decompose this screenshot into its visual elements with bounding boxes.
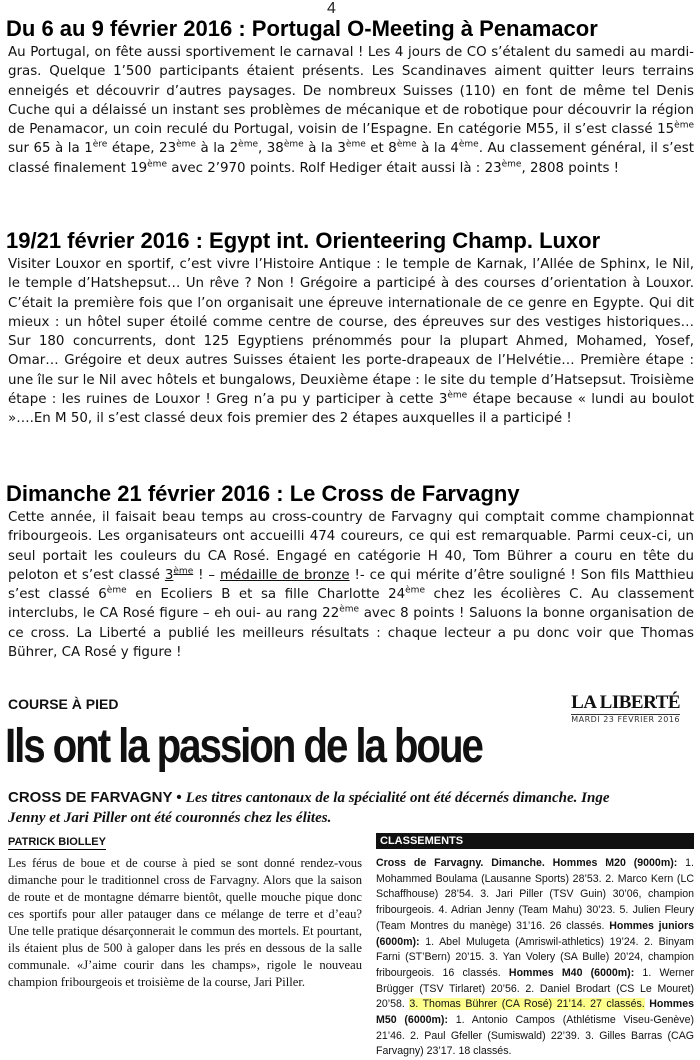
highlighted-result: 3. Thomas Bührer (CA Rosé) 21’14. 27 classés.	[409, 998, 645, 1011]
text-run: 1. Werner Brügger (TSV Tirlaret) 20’56. 2. Daniel Brodart (CS Le Mouret) 20’58.	[376, 966, 694, 1011]
ordinal-suffix: ème	[339, 605, 360, 616]
newspaper-clipping	[0, 688, 700, 1058]
text-run: à la 4	[416, 141, 459, 157]
text-run: , 38	[258, 141, 284, 157]
ordinal-suffix: ème	[238, 140, 259, 151]
clipping-headline: Ils ont la passion de la boue	[5, 720, 482, 773]
text-run: , 2808 points !	[521, 160, 620, 176]
text-run: chez les écolières C. Au classement interclubs, le CA Rosé figure – eh oui- au rang 22	[8, 587, 694, 622]
text-run: Hommes M50 (6000m):	[376, 998, 694, 1027]
text-run: 1. Abel Mulugeta (Amriswil-athletics) 19’24. 2. Binyam Farni (ST’Bern) 20’15. 3. Yan Volery (SA Bulle) 20’24, champion fribourgeois. 16 classés.	[376, 935, 694, 979]
results-header: CLASSEMENTS	[376, 833, 694, 849]
text-run: Hommes juniors (6000m):	[376, 919, 694, 948]
ordinal-suffix: ème	[176, 140, 196, 151]
text-run: sur 65 à la 1	[8, 141, 93, 157]
clipping-author: PATRICK BIOLLEY	[8, 836, 106, 848]
ordinal-suffix: ème	[674, 120, 694, 131]
text-run: étape, 23	[107, 141, 177, 157]
text-run: Hommes M40 (6000m):	[508, 966, 635, 979]
text-run: et 8	[365, 141, 397, 157]
text-run: 1. Antonio Campos (Athlétisme Viseu-Genève) 21’46. 2. Paul Gfeller (Sumiswald) 22’39. 3. Gilles Barras (CAG Farvagny) 23’17. 18 classés.	[376, 1014, 694, 1058]
text-run: . Au classement général, il s’est classé finalement 19	[8, 141, 695, 176]
newspaper-name: LA LIBERTÉ	[571, 692, 680, 713]
ordinal-suffix: ème	[396, 140, 417, 151]
section-title: Dimanche 21 février 2016 : Le Cross de Farvagny	[6, 481, 520, 506]
text-run: 1. Mohammed Boulama (Lausanne Sports) 28’53. 2. Marco Kern (LC Schaffhouse) 28’54. 3. Jari Piller (TSV Guin) 30’06, champion fribourgeois. 4. Adrian Jenny (Team Mahu) 30’23. 5. Julien Fleury (Team Montres du manège) 31’16. 26 classés.	[376, 857, 694, 932]
clipping-body: Les férus de boue et de course à pied se sont donné rendez-vous dimanche pour le traditionnel cross de Farvagny. Alors que la saison de route et de montagne démarre bientôt, quelle mouche pique donc ces sportifs pour aller patauger dans ce mélange de terre et d’eau? Une telle pratique désarçonnerait le commun des mortels. Et pourtant, ils étaient plus de 500 à galoper dans les prés en dessous de la salle communale. «J’aime courir dans les champs», rigole le nouveau champion fribourgeois et troisième de la course, Jari Piller.	[8, 856, 362, 989]
text-run: à la 2	[195, 141, 239, 157]
ordinal-suffix: ème	[283, 140, 304, 151]
text-run: à la 3	[303, 141, 346, 157]
text-run: 3	[164, 567, 174, 583]
clipping-kicker: COURSE À PIED	[8, 696, 119, 712]
ordinal-suffix: ème	[173, 566, 194, 577]
text-run: étape because « lundi au boulot »….En M 50, il s’est classé deux fois premier des 2 étapes auxquelles il a participé !	[8, 392, 694, 427]
lead-title: CROSS DE FARVAGNY	[8, 789, 173, 806]
ordinal-suffix: ème	[106, 585, 127, 596]
newspaper-date: MARDI 23 FÉVRIER 2016	[571, 715, 680, 724]
text-run: ! –	[193, 567, 220, 583]
text-run: Cette année, il faisait beau temps au cross-country de Farvagny qui comptait comme championnat fribourgeois. Les organisateurs ont accueilli 474 coureurs, ce qui est remarquable. Parmi ceux-ci, un seul portait les couleurs du CA Rosé. Engagé en catégorie H 40, Tom Bührer a couru en tête du peloton et s’est classé	[8, 510, 694, 583]
text-run: Visiter Louxor en sportif, c’est vivre l’Histoire Antique : le temple de Karnak, l’Allée de Sphinx, le Nil, le temple d’Hatshepsut… Un rêve ? Non ! Grégoire a participé à des courses d’orientation à Louxor. C’était la première fois que l’on organisait une épreuve internationale de ce genre en Egypte. Qui dit mieux : un hôtel super étoilé comme centre de course, des épreuves sur des vestiges historiques… Sur 180 concurrents, dont 125 Egyptiens prénommés pour la plupart Ahmed, Mohamed, Yosef, Omar… Grégoire et deux autres Suisses étaient les porte-drapeaux de l’Helvétie… Première étape : une île sur le Nil avec hôtels et bungalows, Deuxième étape : le site du temple d’Hatsepsut. Troisième étape : les ruines de Louxor ! Greg n’a pu y participer à cette 3	[8, 257, 694, 408]
text-run: Au Portugal, on fête aussi sportivement le carnaval ! Les 4 jours de CO s’étalent du samedi au mardi-gras. Quelque 1’500 participants étaient présents. Les Scandinaves aiment quitter leurs terrains enneigés et découvrir d’autres paysages. De nombreux Suisses (110) en font de même tel Denis Cuche qui a délaissé un instant ses problèmes de mécanique et de robotique pour découvrir la région de Penamacor, un coin reculé du Portugal, voisin de l’Espagne. En catégorie M55, il s’est classé 15	[8, 45, 694, 138]
text-run: !- ce qui mérite d’être souligné ! Son fils Matthieu s’est classé 6	[8, 567, 694, 603]
lead-text: Les titres cantonaux de la spécialité ont été décernés dimanche. Inge Jenny et Jari Piller ont été couronnés chez les élites.	[8, 790, 610, 826]
section-title: 19/21 février 2016 : Egypt int. Orienteering Champ. Luxor	[6, 228, 601, 253]
ordinal-suffix: ème	[345, 140, 366, 151]
section-farvagny	[6, 481, 694, 662]
section-portugal	[6, 16, 694, 178]
section-title: Du 6 au 9 février 2016 : Portugal O-Meeting à Penamacor	[6, 16, 598, 41]
text-run: en Ecoliers B et sa fille Charlotte 24	[126, 587, 406, 603]
text-run: Cross de Farvagny. Dimanche. Hommes M20 (9000m):	[376, 857, 678, 869]
results-text	[376, 856, 694, 1060]
ordinal-suffix: ème	[501, 159, 522, 170]
ordinal-suffix: ème	[458, 140, 479, 151]
newspaper-masthead	[571, 692, 680, 724]
clipping-lead: CROSS DE FARVAGNY • Les titres cantonaux de la spécialité ont été décernés dimanche. Inge Jenny et Jari Piller ont été couronnés chez les élites.	[8, 789, 610, 826]
ordinal-suffix: ème	[147, 159, 167, 170]
section-body	[8, 255, 694, 429]
text-run: médaille de bronze	[220, 567, 350, 583]
text-run: avec 8 points ! Saluons la bonne organisation de ce cross. La Liberté a publié les meilleurs résultats : chaque lecteur a pu donc voir que Thomas Bührer, CA Rosé y figure !	[8, 606, 694, 661]
section-luxor	[6, 228, 694, 429]
section-body	[8, 508, 694, 662]
page-number-marker: 4	[327, 0, 336, 17]
ordinal-suffix: ème	[447, 390, 468, 401]
text-run: avec 2’970 points. Rolf Hediger était aussi là : 23	[166, 160, 502, 176]
ordinal-suffix: ère	[92, 140, 108, 151]
section-body	[8, 43, 694, 178]
ordinal-suffix: ème	[405, 585, 425, 596]
